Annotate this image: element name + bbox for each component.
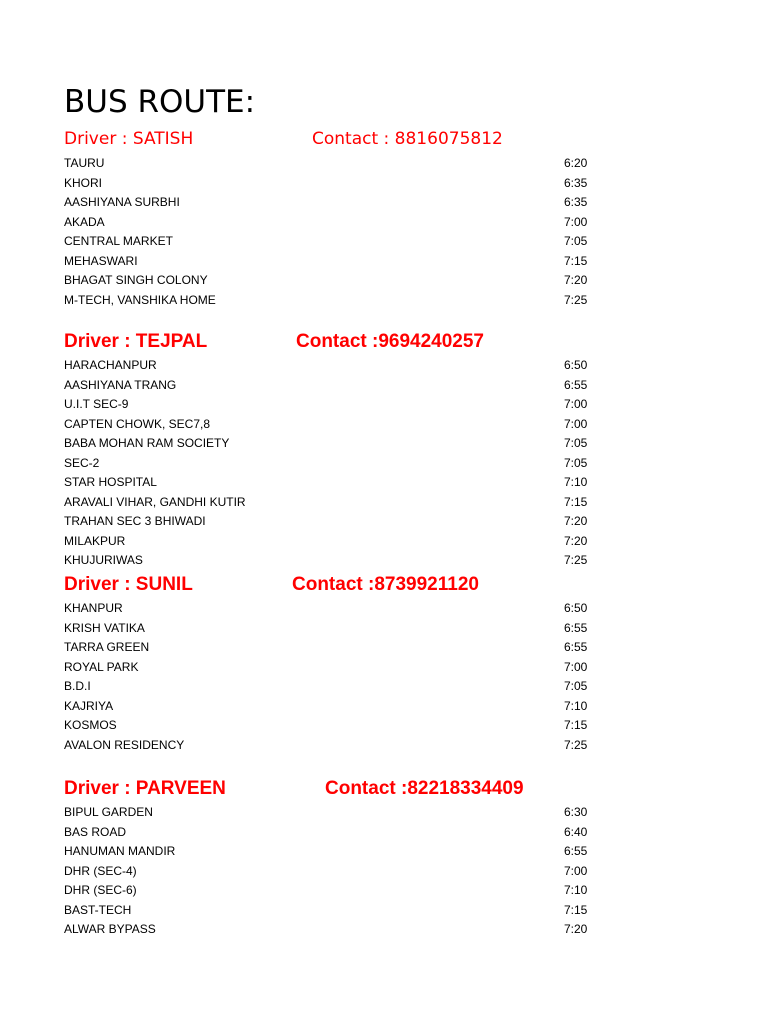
stop-time: 6:30 [564, 805, 588, 819]
route-section-tejpal [0, 330, 768, 571]
stop-time: 7:00 [564, 214, 588, 229]
stop-name: STAR HOSPITAL [64, 475, 157, 489]
stop-row [0, 862, 768, 882]
stop-row [0, 232, 768, 252]
stop-time: 6:50 [564, 358, 588, 372]
route-section-sunil [0, 573, 768, 755]
stop-row [0, 154, 768, 174]
stop-time: 7:05 [564, 234, 588, 248]
stop-row [0, 291, 768, 311]
stop-name: DHR (SEC-4) [64, 863, 137, 878]
stop-name: HARACHANPUR [64, 358, 157, 372]
stop-row [0, 619, 768, 639]
stop-name: KHORI [64, 175, 103, 190]
driver-name: Driver : SATISH [64, 129, 194, 149]
stop-row [0, 434, 768, 454]
stop-list [0, 154, 768, 310]
stop-time: 7:15 [564, 253, 588, 268]
driver-name: Driver : TEJPAL [64, 331, 208, 352]
stop-row [0, 454, 768, 474]
stop-time: 6:55 [564, 844, 588, 858]
stop-name: AVALON RESIDENCY [64, 737, 185, 752]
stop-name: B.D.I [64, 679, 91, 693]
stop-time: 6:40 [564, 824, 588, 839]
stop-name: KRISH VATIKA [64, 620, 145, 635]
driver-contact: Contact : 8816075812 [312, 129, 503, 149]
stop-row [0, 174, 768, 194]
stop-time: 7:05 [564, 436, 588, 450]
stop-time: 6:35 [564, 175, 588, 190]
driver-name: Driver : SUNIL [64, 574, 193, 595]
stop-name: CENTRAL MARKET [64, 234, 173, 248]
stop-time: 7:05 [564, 455, 588, 470]
route-header [0, 777, 768, 803]
stop-row [0, 697, 768, 717]
driver-name: Driver : PARVEEN [64, 778, 226, 799]
stop-row [0, 920, 768, 940]
stop-row [0, 881, 768, 901]
stop-name: TRAHAN SEC 3 BHIWADI [64, 514, 206, 528]
stop-row [0, 736, 768, 756]
stop-name: DHR (SEC-6) [64, 883, 137, 897]
stop-row [0, 823, 768, 843]
stop-name: BHAGAT SINGH COLONY [64, 273, 208, 287]
stop-name: ARAVALI VIHAR, GANDHI KUTIR [64, 494, 246, 509]
route-header [0, 330, 768, 356]
stop-row [0, 493, 768, 513]
stop-row [0, 512, 768, 532]
stop-row [0, 677, 768, 697]
stop-list [0, 803, 768, 940]
stop-time: 7:15 [564, 718, 588, 732]
stop-row [0, 252, 768, 272]
stop-row [0, 213, 768, 233]
stop-row [0, 551, 768, 571]
stop-time: 7:15 [564, 902, 588, 917]
stop-time: 6:35 [564, 195, 588, 209]
stop-name: BAS ROAD [64, 824, 127, 839]
stop-name: KAJRIYA [64, 698, 114, 713]
stop-row [0, 658, 768, 678]
stop-time: 7:25 [564, 553, 588, 567]
route-header [0, 573, 768, 599]
stop-time: 7:20 [564, 514, 588, 528]
route-section-satish [0, 128, 768, 310]
driver-contact: Contact :9694240257 [296, 331, 484, 352]
stop-name: KOSMOS [64, 718, 117, 732]
stop-name: AASHIYANA SURBHI [64, 195, 180, 209]
stop-name: KHANPUR [64, 601, 123, 615]
stop-name: MILAKPUR [64, 533, 126, 548]
stop-name: AKADA [64, 214, 105, 229]
stop-name: MEHASWARI [64, 253, 138, 268]
stop-name: U.I.T SEC-9 [64, 397, 129, 411]
stop-time: 7:00 [564, 416, 588, 431]
stop-time: 7:20 [564, 922, 588, 936]
stop-time: 7:05 [564, 679, 588, 693]
driver-contact: Contact :8739921120 [292, 574, 479, 595]
stop-time: 7:25 [564, 292, 588, 307]
page-title: BUS ROUTE: [64, 84, 256, 120]
stop-name: HANUMAN MANDIR [64, 844, 176, 858]
stop-time: 6:55 [564, 377, 588, 392]
stop-time: 7:20 [564, 273, 588, 287]
stop-time: 7:10 [564, 475, 588, 489]
stop-time: 7:10 [564, 698, 588, 713]
stop-row [0, 356, 768, 376]
stop-row [0, 415, 768, 435]
stop-name: BAST-TECH [64, 902, 132, 917]
stop-time: 6:55 [564, 620, 588, 635]
stop-row [0, 395, 768, 415]
stop-name: TARRA GREEN [64, 640, 150, 654]
stop-name: CAPTEN CHOWK, SEC7,8 [64, 416, 211, 431]
stop-name: KHUJURIWAS [64, 553, 143, 567]
stop-row [0, 473, 768, 493]
stop-row [0, 716, 768, 736]
stop-time: 6:20 [564, 156, 588, 170]
stop-time: 7:00 [564, 659, 588, 674]
stop-row [0, 901, 768, 921]
stop-name: BIPUL GARDEN [64, 805, 153, 819]
stop-row [0, 376, 768, 396]
stop-time: 7:00 [564, 863, 588, 878]
stop-name: ROYAL PARK [64, 659, 139, 674]
stop-time: 7:00 [564, 397, 588, 411]
stop-name: TAURU [64, 156, 105, 170]
stop-row [0, 599, 768, 619]
stop-name: ALWAR BYPASS [64, 922, 156, 936]
stop-list [0, 356, 768, 571]
stop-time: 7:15 [564, 494, 588, 509]
stop-list [0, 599, 768, 755]
stop-name: AASHIYANA TRANG [64, 377, 177, 392]
route-header [0, 128, 768, 154]
driver-contact: Contact :82218334409 [325, 778, 524, 799]
stop-time: 6:55 [564, 640, 588, 654]
stop-row [0, 842, 768, 862]
stop-time: 6:50 [564, 601, 588, 615]
stop-row [0, 193, 768, 213]
stop-row [0, 803, 768, 823]
route-section-parveen [0, 777, 768, 940]
stop-time: 7:20 [564, 533, 588, 548]
stop-name: BABA MOHAN RAM SOCIETY [64, 436, 230, 450]
stop-name: SEC-2 [64, 455, 100, 470]
stop-row [0, 638, 768, 658]
stop-row [0, 532, 768, 552]
stop-name: M-TECH, VANSHIKA HOME [64, 292, 216, 307]
stop-time: 7:25 [564, 737, 588, 752]
stop-row [0, 271, 768, 291]
stop-time: 7:10 [564, 883, 588, 897]
